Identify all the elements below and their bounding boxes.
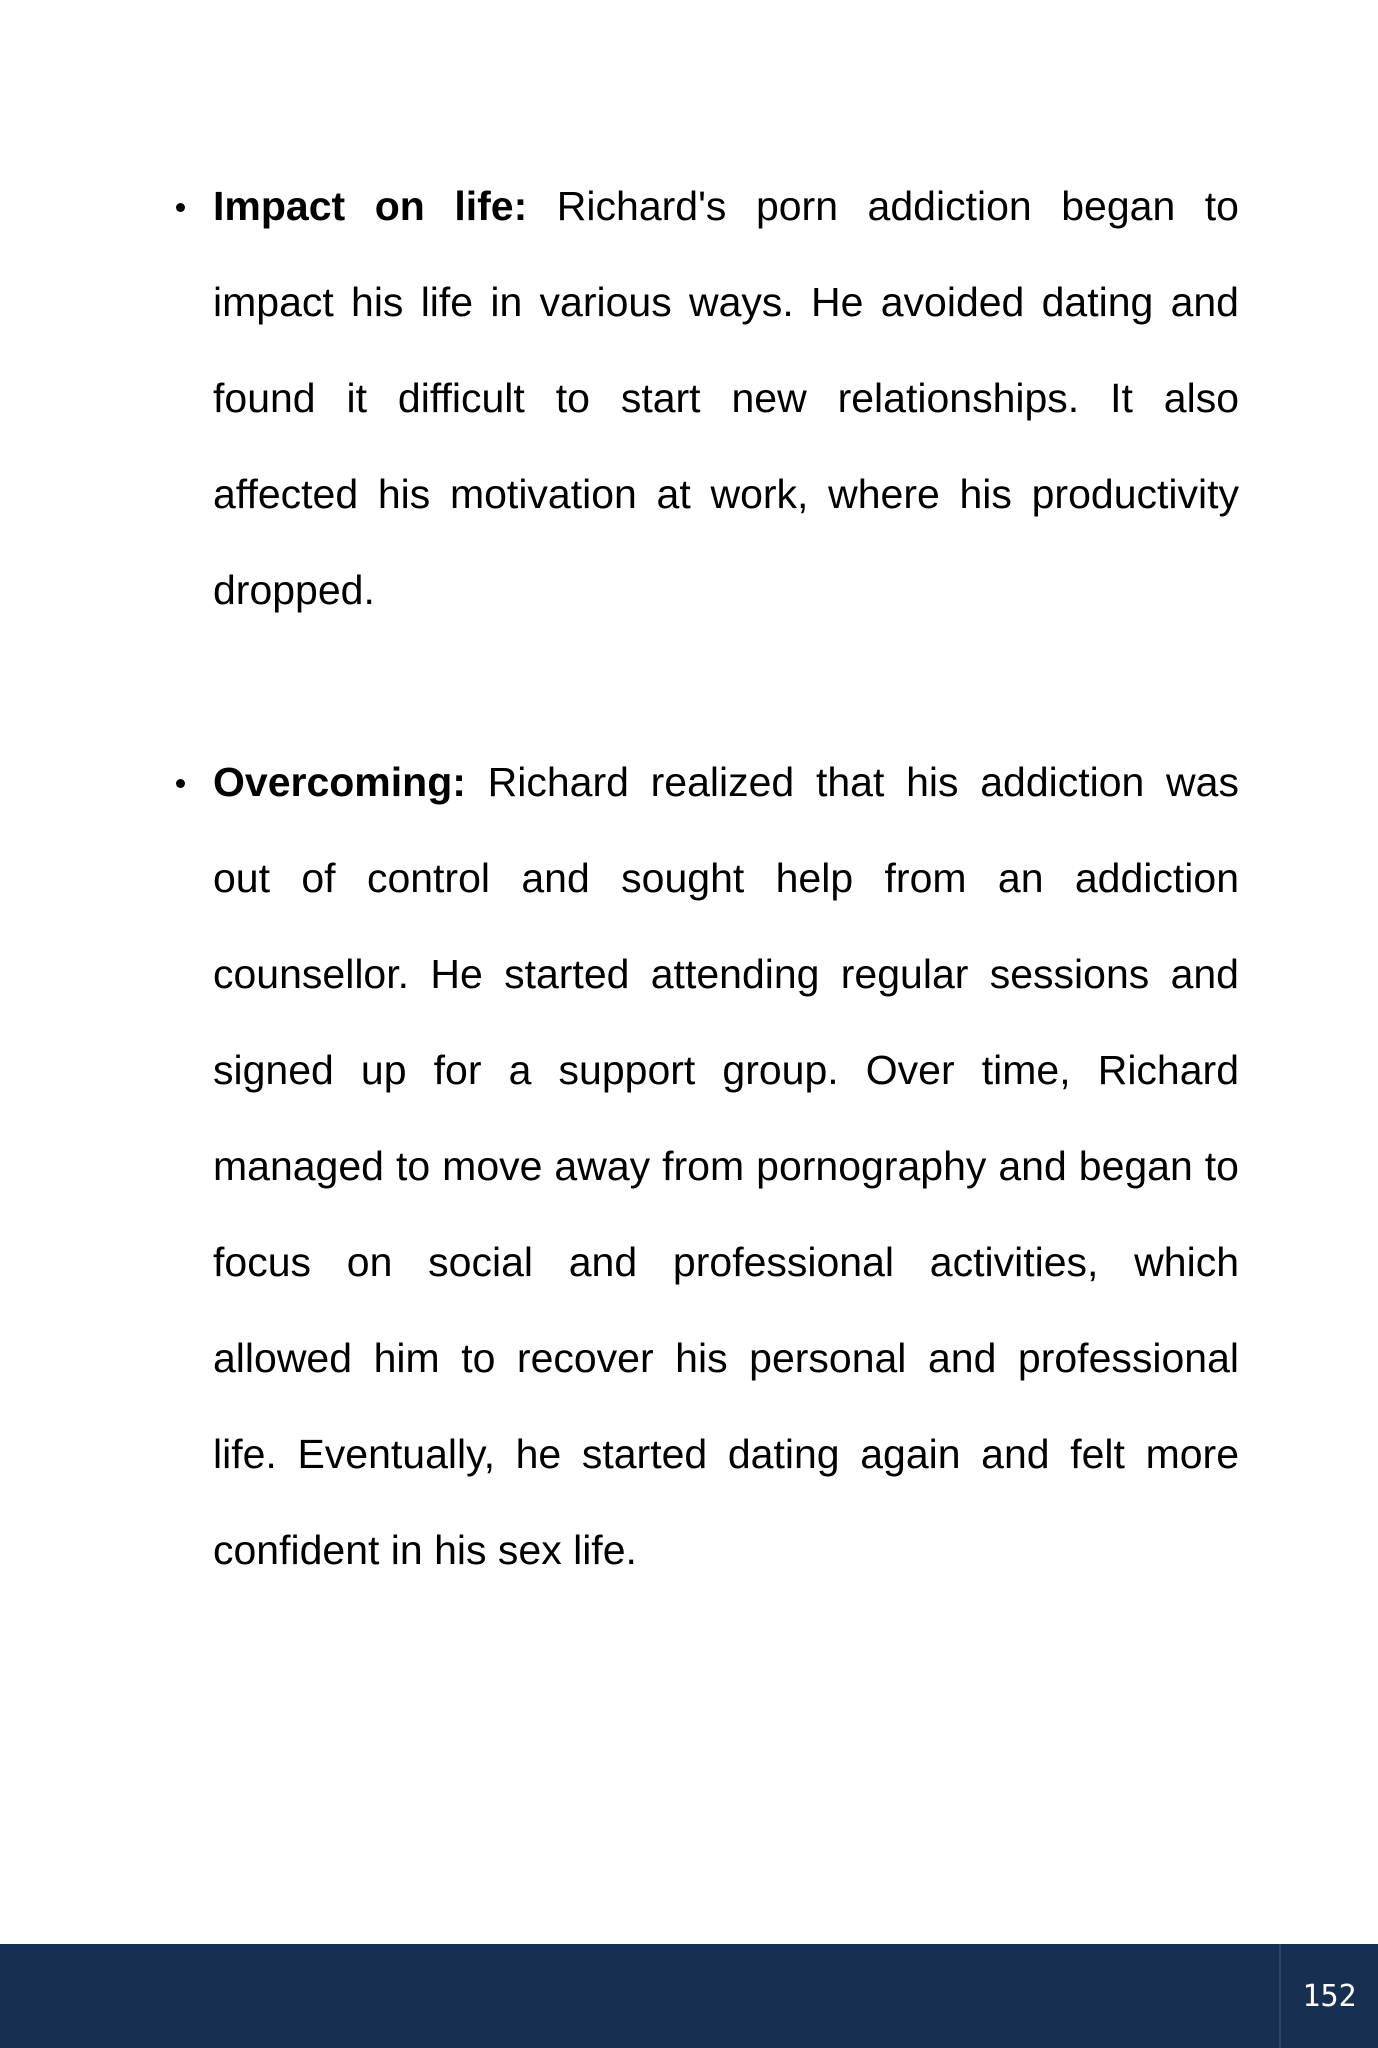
bullet-list (0, 158, 1378, 1598)
bullet-paragraph (213, 158, 1239, 638)
bullet-title: Overcoming: (213, 759, 466, 805)
page-footer (0, 1944, 1378, 2048)
page-number: 152 (1302, 1978, 1357, 2014)
bullet-item-impact-on-life (0, 158, 1239, 638)
bullet-body: Richard's porn addiction began to impact his life in various ways. He avoided dating and found it difficult to start new relationships. It also affected his motivation at work, where his productivity dropped. (213, 183, 1239, 613)
page-number-box (1279, 1944, 1378, 2048)
bullet-paragraph (213, 734, 1239, 1598)
bullet-dot-icon (176, 779, 185, 788)
bullet-item-overcoming (0, 734, 1239, 1598)
bullet-dot-icon (176, 203, 185, 212)
bullet-body: Richard realized that his addiction was out of control and sought help from an addiction counsellor. He started attending regular sessions and signed up for a support group. Over time, Richard managed to move away from pornography and began to focus on social and professional activities, which allowed him to recover his personal and professional life. Eventually, he started dating again and felt more confident in his sex life. (213, 759, 1239, 1573)
bullet-title: Impact on life: (213, 183, 528, 229)
page-content (0, 158, 1378, 1694)
